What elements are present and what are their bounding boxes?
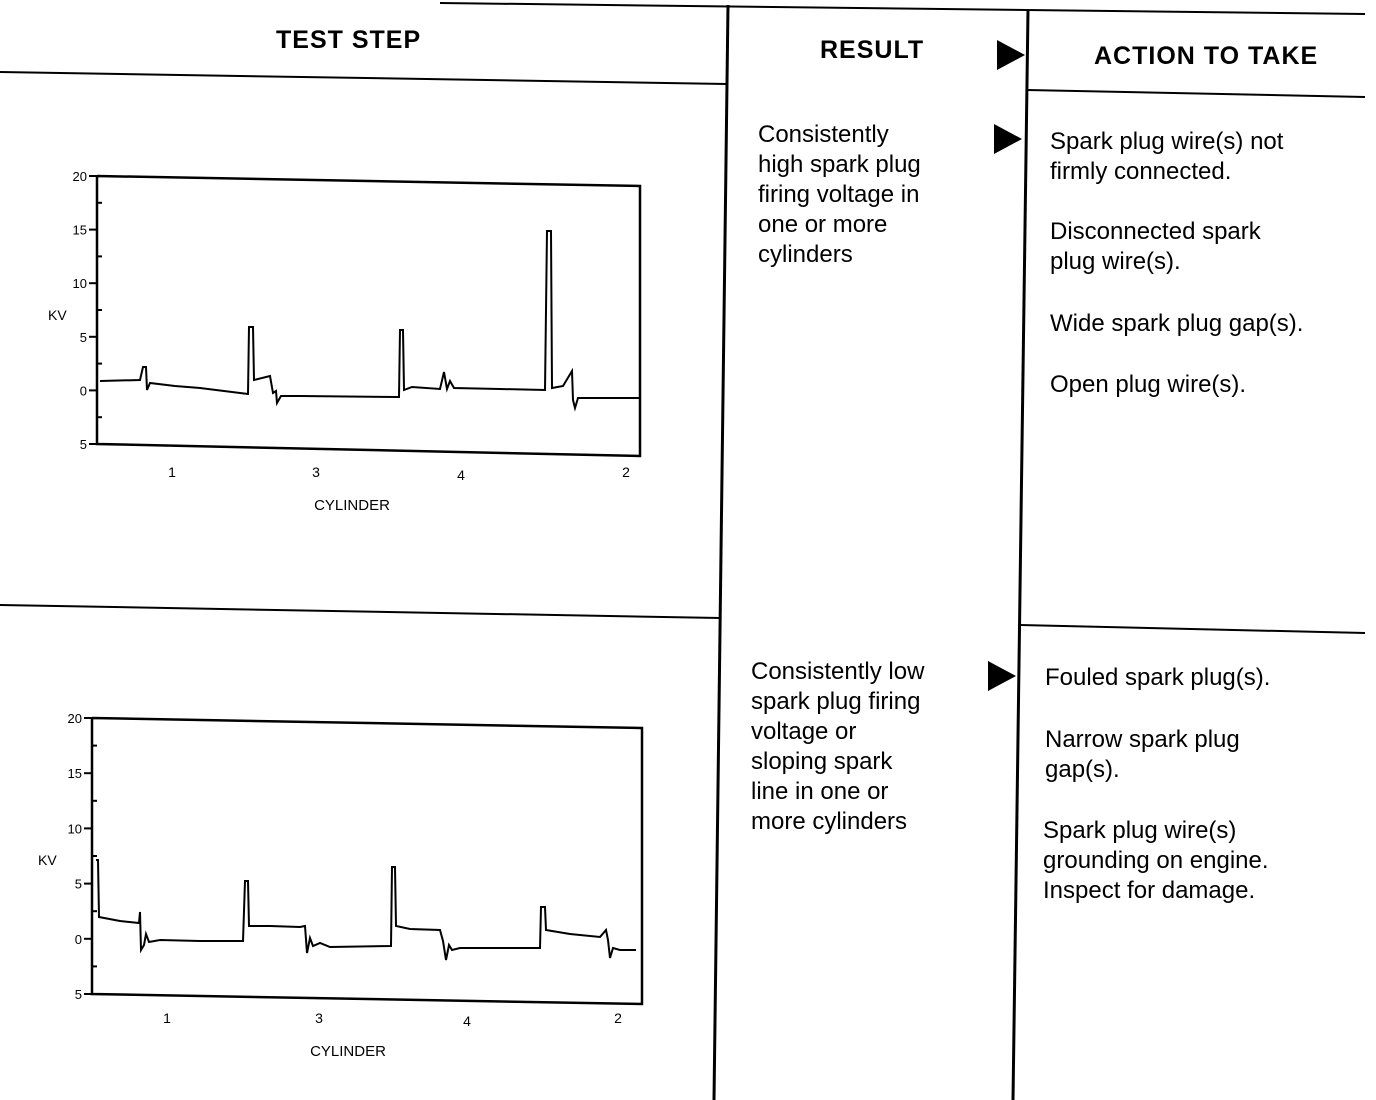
row1-result: Consistently high spark plug firing voltage in one or more cylinders [758, 121, 921, 268]
header-arrow-icon [997, 40, 1025, 70]
row1-action-2: Disconnected spark plug wire(s). [1050, 218, 1261, 275]
chart1-ylabel: KV [48, 307, 67, 323]
row1-action-3: Wide spark plug gap(s). [1050, 310, 1304, 337]
row2-action-1: Fouled spark plug(s). [1045, 664, 1271, 691]
chart1-ytick-label: 15 [72, 222, 87, 238]
chart1-xtick-label: 3 [312, 464, 320, 480]
chart1-ytick-label: 10 [72, 276, 87, 292]
chart1-xtick-label: 4 [457, 467, 465, 483]
chart1-ytick-label: 20 [72, 169, 87, 184]
header-result: RESULT [820, 36, 925, 64]
chart2-ytick-label: 15 [67, 766, 82, 782]
header-divider-right [1027, 90, 1365, 97]
chart2-ytick-label: 10 [67, 821, 82, 837]
chart1-ytick-label: 5 [79, 329, 87, 345]
chart1-ytick-label: 0 [79, 383, 87, 399]
column-line-2 [1013, 10, 1028, 1100]
header-test-step: TEST STEP [276, 26, 422, 54]
chart2-xtick-label: 1 [163, 1010, 171, 1026]
chart2-xtick-label: 3 [315, 1010, 323, 1026]
column-line-1 [714, 5, 728, 1100]
chart1-ytick-label: 5 [79, 437, 87, 452]
row-divider-left [0, 605, 720, 618]
row2-arrow-icon [988, 661, 1016, 691]
chart2-ytick-label: 0 [74, 931, 82, 947]
row2-result: Consistently low spark plug firing voltage or sloping spark line in one or more cylinders [751, 658, 925, 835]
chart1-xlabel: CYLINDER [314, 497, 390, 514]
row2-action-3: Spark plug wire(s) grounding on engine. Inspect for damage. [1043, 817, 1269, 904]
chart1-xtick-label: 2 [622, 464, 630, 480]
chart2-xlabel: CYLINDER [310, 1043, 386, 1060]
row1-action-1: Spark plug wire(s) not firmly connected. [1050, 128, 1284, 185]
header-action: ACTION TO TAKE [1094, 42, 1319, 70]
row1-arrow-icon [994, 124, 1022, 154]
row-divider-right [1020, 625, 1365, 633]
row2-action-2: Narrow spark plug gap(s). [1045, 726, 1240, 783]
chart1-xtick-label: 1 [168, 464, 176, 480]
chart2-ytick-label: 5 [74, 876, 82, 892]
chart2-xtick-label: 2 [614, 1010, 622, 1026]
chart2-ylabel: KV [38, 852, 57, 868]
chart2-xtick-label: 4 [463, 1013, 471, 1029]
chart2-ytick-label: 5 [74, 987, 82, 1002]
row1-action-4: Open plug wire(s). [1050, 371, 1247, 398]
top-border [440, 3, 1365, 14]
header-divider-left [0, 72, 727, 84]
chart2-ytick-label: 20 [67, 711, 82, 726]
